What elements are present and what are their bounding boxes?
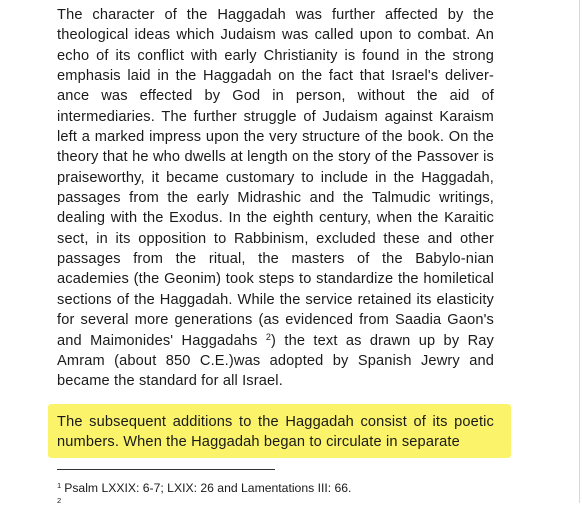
footnote-2-marker: 2	[57, 495, 62, 505]
paragraph-1-text-a: The character of the Haggadah was further affected by the theological ideas which Judaism was called upon to combat. An echo of its conflict with early Christianity is found in the strong emphasis laid in the Haggadah on the fact that Israel's deliver-ance was effected by God in person, without the aid of intermediaries. The further struggle of Judaism against Karaism left a marked impress upon the very structure of the book. On the theory that he who dwells at length on the story of the Passover is praiseworthy, it became customary to include in the Haggadah, passages from the early Midrashic and the Talmudic writings, dealing with the Exodus. In the eighth century, when the Karaitic sect, in its opposition to Rabbinism, excluded these and other passages from the ritual, the masters of the Babylo-nian academies (the Geonim) took steps to standardize the homiletical sections of the Haggadah. While the service retained its elasticity for several more generations (as evidenced from Saadia Gaon's and Maimonides' Haggadahs	[57, 7, 494, 349]
paragraph-1-text-b: ) the text as drawn up by Ray Amram (about 850 C.E.)was adopted by Spanish Jewry and became the standard for all Israel.	[57, 332, 494, 390]
footnote-1	[57, 481, 351, 495]
footnote-ref-2[interactable]: 2	[265, 331, 272, 342]
footnote-1-text: Psalm LXXIX: 6-7; LXIX: 26 and Lamentations III: 66.	[64, 481, 352, 495]
body-paragraph-1	[57, 5, 494, 392]
paragraph-2-text: The subsequent additions to the Haggadah consist of its poetic numbers. When the Haggadah began to circulate in separate	[57, 414, 494, 451]
footnote-separator	[57, 469, 275, 470]
footnote-2	[57, 496, 64, 510]
footnote-1-marker: 1	[57, 480, 62, 490]
body-paragraph-2	[57, 412, 494, 453]
